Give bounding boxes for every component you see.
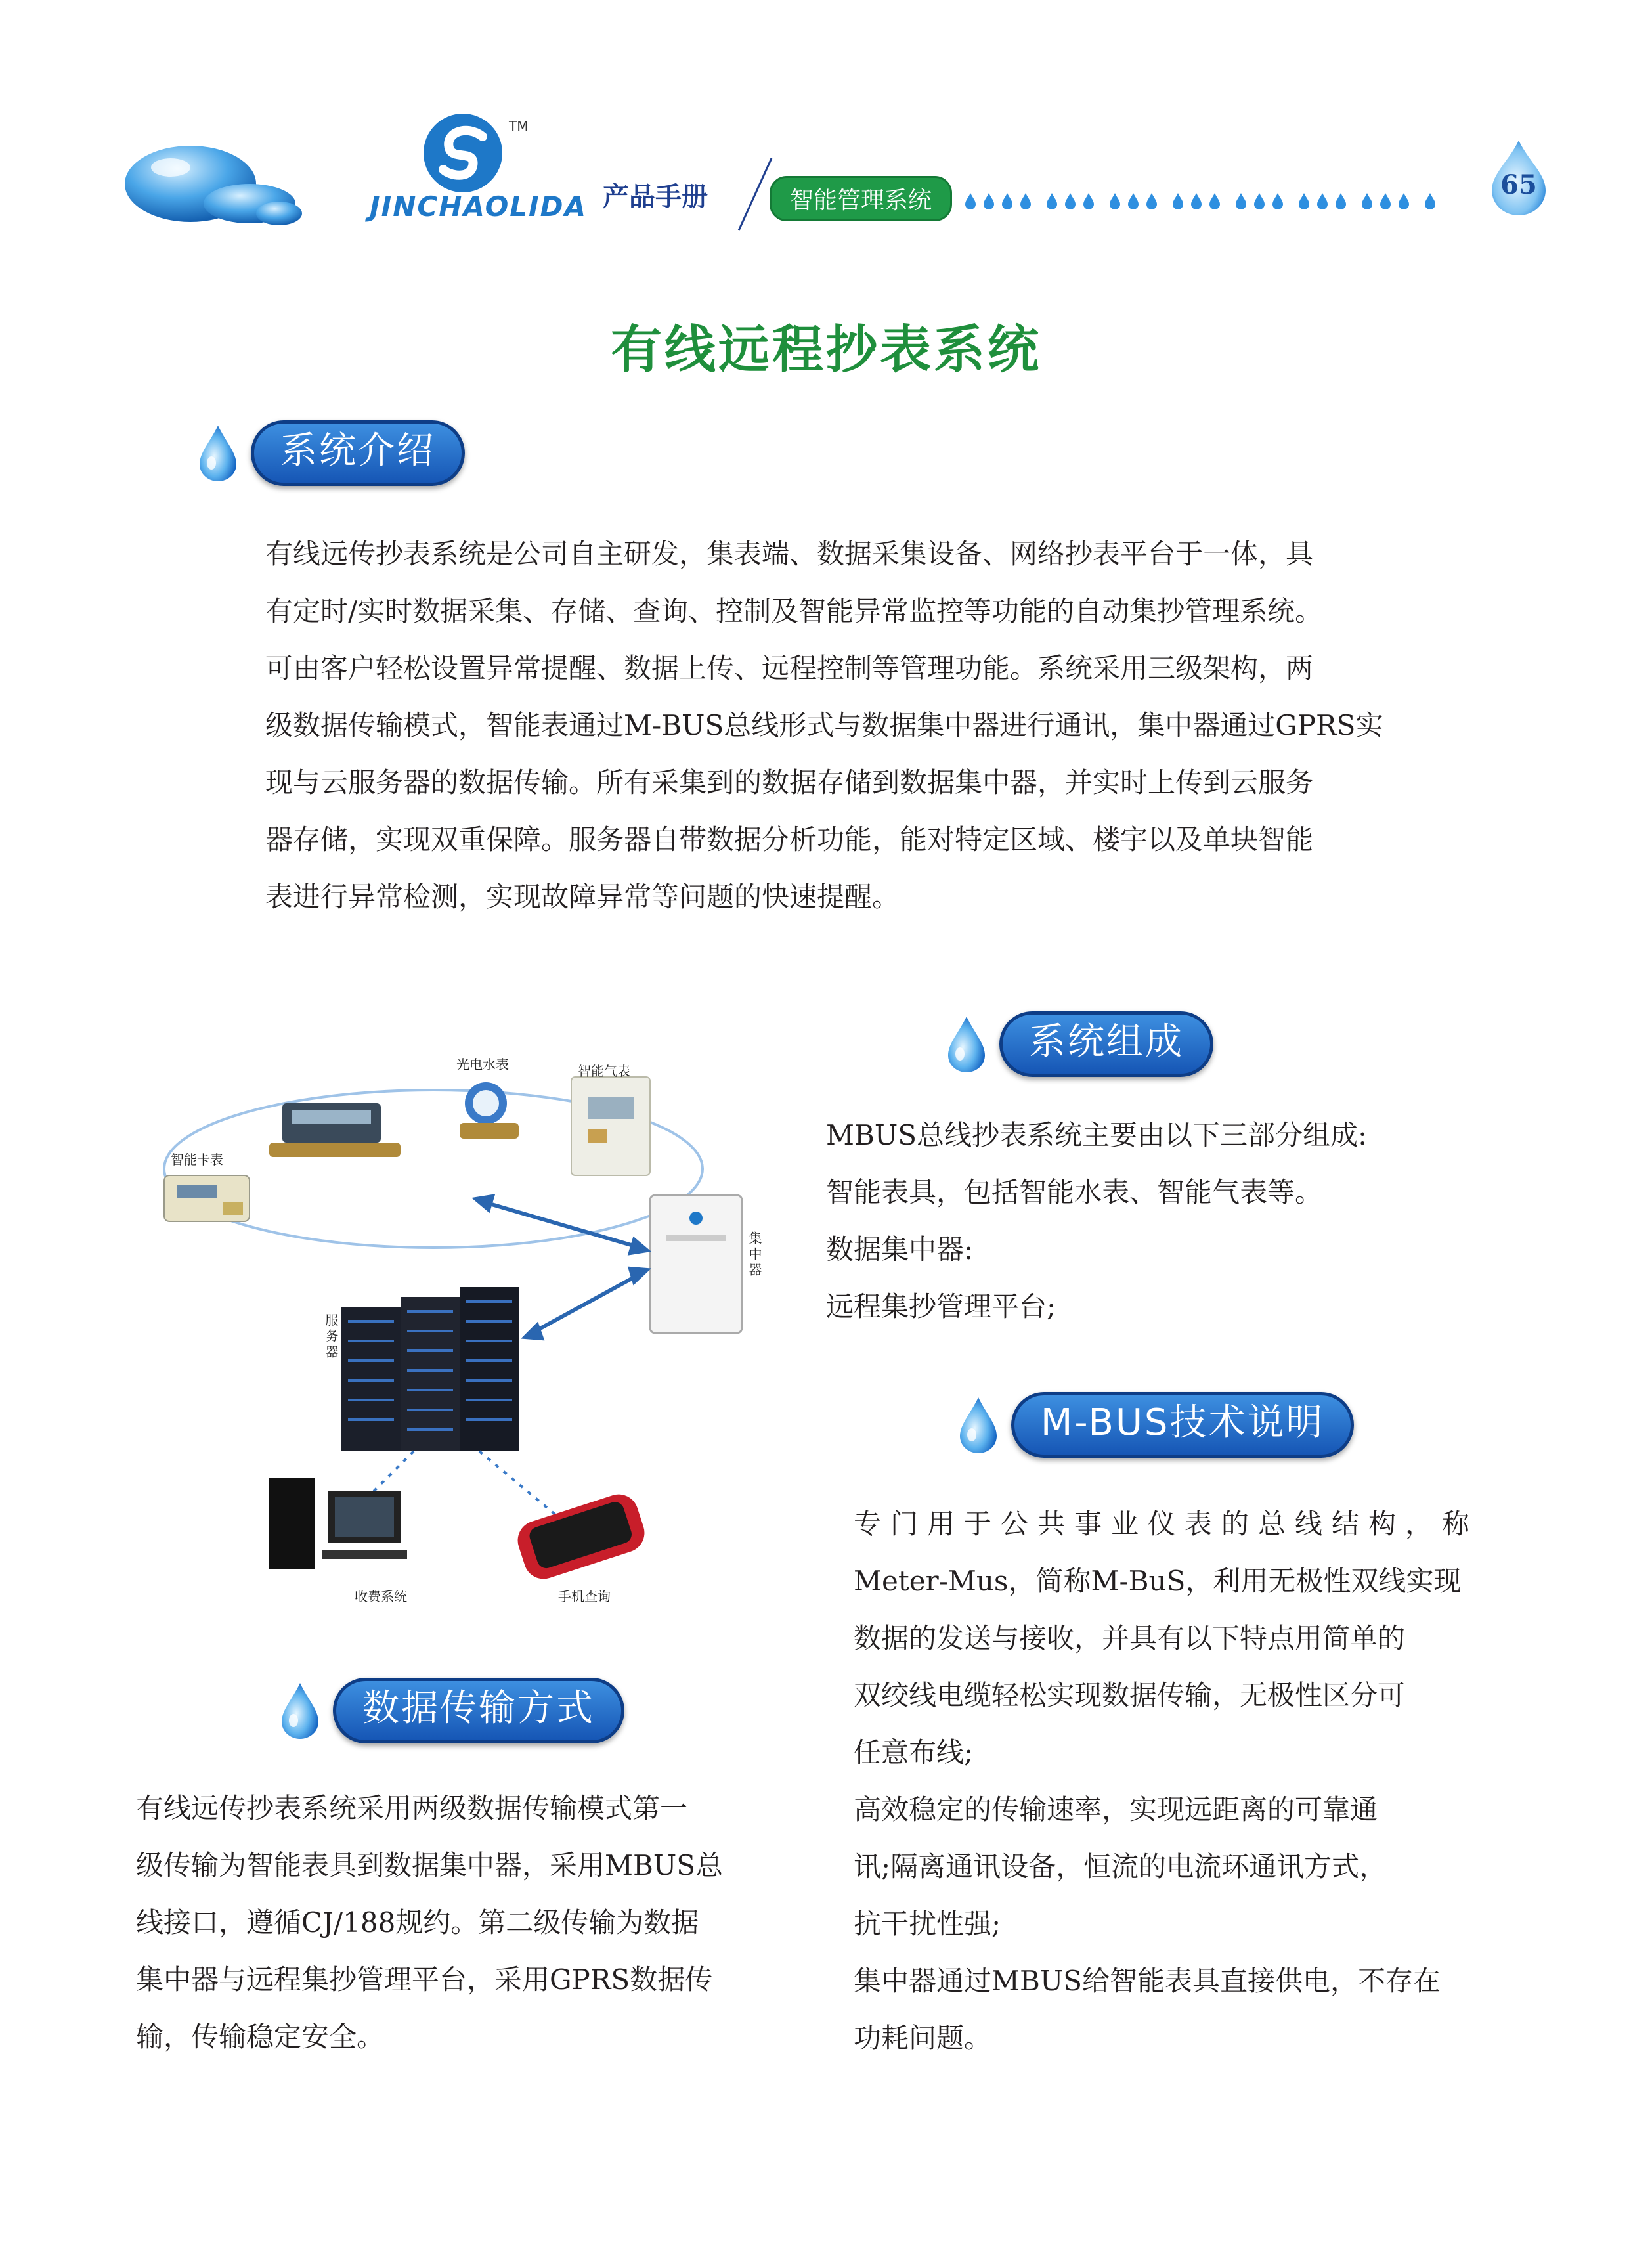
system-diagram bbox=[151, 1044, 768, 1609]
composition-line: 智能表具，包括智能水表、智能气表等。 bbox=[826, 1176, 1323, 1208]
decorative-drop-row bbox=[965, 192, 1451, 210]
mbus-paragraph bbox=[854, 1495, 1510, 2067]
mobile-phone-device bbox=[513, 1489, 650, 1584]
composition-line: 数据集中器: bbox=[826, 1233, 974, 1265]
intro-line: 可由客户轻松设置异常提醒、数据上传、远程控制等管理功能。系统采用三级架构，两 bbox=[265, 652, 1314, 684]
section-pill-intro: 系统介绍 bbox=[251, 420, 465, 486]
section-heading-composition bbox=[946, 1011, 1213, 1077]
transmission-line: 级传输为智能表具到数据集中器，采用MBUS总 bbox=[136, 1849, 724, 1881]
intro-line: 级数据传输模式，智能表通过M-BUS总线形式与数据集中器进行通讯，集中器通过GPRS实 bbox=[265, 709, 1383, 741]
composition-line: MBUS总线抄表系统主要由以下三部分组成: bbox=[826, 1119, 1368, 1151]
label-server: 服务器 bbox=[323, 1313, 339, 1361]
label-phone-query: 手机查询 bbox=[558, 1589, 611, 1604]
water-drop-icon bbox=[279, 1681, 321, 1740]
mbus-line: 双绞线电缆轻松实现数据传输，无极性区分可 bbox=[854, 1679, 1406, 1711]
water-meter-device bbox=[269, 1103, 401, 1157]
header-divider-slash bbox=[735, 155, 775, 234]
header-category: 产品手册 bbox=[603, 181, 708, 212]
server-rack-device bbox=[341, 1287, 519, 1451]
transmission-line: 输，传输稳定安全。 bbox=[136, 2021, 385, 2053]
smart-card-meter-device bbox=[164, 1175, 250, 1221]
intro-paragraph bbox=[265, 525, 1467, 925]
intro-line: 有定时/实时数据采集、存储、查询、控制及智能异常监控等功能的自动集抄管理系统。 bbox=[265, 595, 1323, 627]
header-bar bbox=[0, 0, 1652, 250]
intro-line: 现与云服务器的数据传输。所有采集到的数据存储到数据集中器，并实时上传到云服务 bbox=[265, 766, 1314, 799]
transmission-paragraph bbox=[136, 1780, 806, 2065]
section-heading-intro bbox=[197, 420, 465, 486]
section-pill-mbus: M-BUS技术说明 bbox=[1011, 1392, 1354, 1458]
desktop-computer-device bbox=[269, 1478, 407, 1569]
transmission-line: 集中器与远程集抄管理平台，采用GPRS数据传 bbox=[136, 1963, 713, 1996]
label-concentrator: 集中器 bbox=[747, 1231, 762, 1279]
trademark-mark: TM bbox=[509, 118, 529, 134]
water-drop-icon bbox=[957, 1395, 999, 1455]
page-number: 65 bbox=[1500, 169, 1537, 200]
mbus-line: 高效稳定的传输速率，实现远距离的可靠通 bbox=[854, 1793, 1378, 1826]
header-section-badge: 智能管理系统 bbox=[770, 176, 952, 221]
mbus-line: 讯;隔离通讯设备，恒流的电流环通讯方式， bbox=[854, 1851, 1387, 1883]
mbus-line: Meter-Mus，简称M-BuS，利用无极性双线实现 bbox=[854, 1565, 1462, 1597]
label-smart-card-meter: 智能卡表 bbox=[171, 1152, 223, 1168]
mbus-line: 集中器通过MBUS给智能表具直接供电，不存在 bbox=[854, 1965, 1441, 1997]
water-drop-cluster-icon bbox=[125, 131, 309, 230]
intro-line: 有线远传抄表系统是公司自主研发，集表端、数据采集设备、网络抄表平台于一体，具 bbox=[265, 538, 1314, 570]
concentrator-device bbox=[650, 1195, 742, 1333]
label-billing-system: 收费系统 bbox=[355, 1589, 407, 1604]
brand-name: JINCHAOLIDA bbox=[370, 190, 588, 223]
intro-line: 器存储，实现双重保障。服务器自带数据分析功能，能对特定区域、楼宇以及单块智能 bbox=[265, 823, 1314, 856]
section-heading-transmission bbox=[279, 1678, 624, 1743]
transmission-line: 有线远传抄表系统采用两级数据传输模式第一 bbox=[136, 1792, 688, 1824]
section-pill-transmission: 数据传输方式 bbox=[333, 1678, 624, 1743]
water-drop-icon bbox=[197, 424, 239, 483]
mbus-line: 数据的发送与接收，并具有以下特点用简单的 bbox=[854, 1622, 1406, 1654]
mbus-line: 任意布线; bbox=[854, 1736, 974, 1768]
composition-line: 远程集抄管理平台; bbox=[826, 1290, 1056, 1323]
water-drop-icon bbox=[946, 1015, 988, 1074]
page-title: 有线远程抄表系统 bbox=[610, 320, 1041, 380]
composition-list bbox=[826, 1107, 1483, 1335]
diagram-graphics bbox=[151, 1044, 768, 1609]
section-heading-mbus bbox=[957, 1392, 1354, 1458]
smart-gas-meter-device bbox=[571, 1077, 650, 1175]
section-pill-composition: 系统组成 bbox=[999, 1011, 1213, 1077]
company-logo-icon bbox=[420, 110, 506, 196]
mbus-line: 功耗问题。 bbox=[854, 2022, 992, 2054]
label-photo-water-meter: 光电水表 bbox=[456, 1057, 509, 1072]
mbus-line: 抗干扰性强; bbox=[854, 1908, 1001, 1940]
label-smart-gas-meter: 智能气表 bbox=[578, 1063, 630, 1079]
intro-line: 表进行异常检测，实现故障异常等问题的快速提醒。 bbox=[265, 881, 900, 913]
small-drop-icon bbox=[965, 192, 1451, 210]
mbus-line: 专门用于公共事业仪表的总线结构，称 bbox=[854, 1508, 1479, 1540]
transmission-line: 线接口，遵循CJ/188规约。第二级传输为数据 bbox=[136, 1906, 699, 1939]
